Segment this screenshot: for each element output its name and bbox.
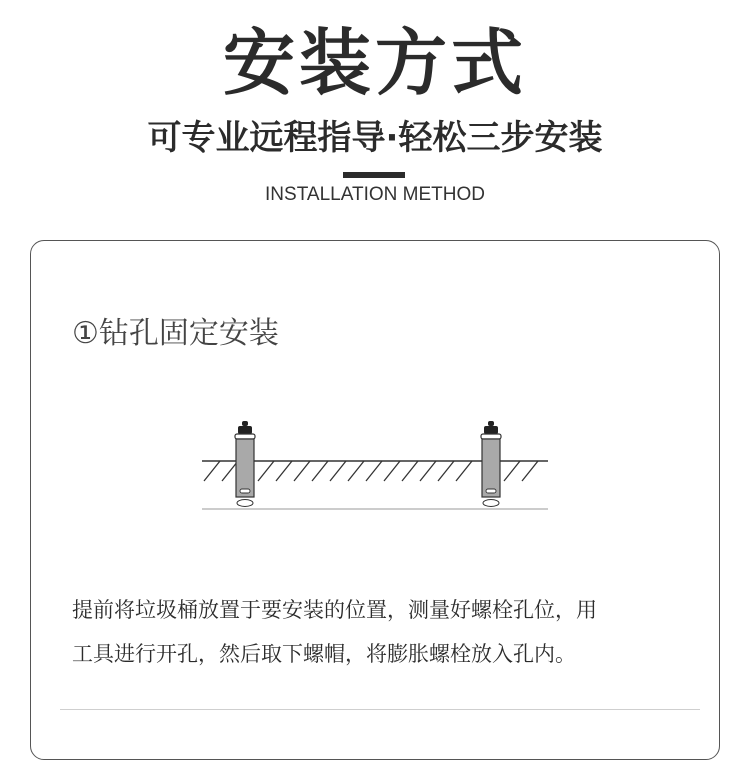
step-description [72,588,712,676]
page-subtitle: 可专业远程指导·轻松三步安装 [147,118,603,158]
title-divider-bar [343,172,405,178]
step-description-line-1: 提前将垃圾桶放置于要安装的位置，测量好螺栓孔位，用 [72,598,597,622]
step-description-line-2: 工具进行开孔，然后取下螺帽，将膨胀螺栓放入孔内。 [72,642,576,666]
english-label: INSTALLATION METHOD [265,184,485,205]
installation-diagram [200,415,550,515]
step-title: ①钻孔固定安装 [72,316,279,351]
bottom-divider [60,709,700,710]
expansion-bolt-right [481,421,501,507]
expansion-bolt-left [235,421,255,507]
page-title: 安装方式 [222,21,527,105]
